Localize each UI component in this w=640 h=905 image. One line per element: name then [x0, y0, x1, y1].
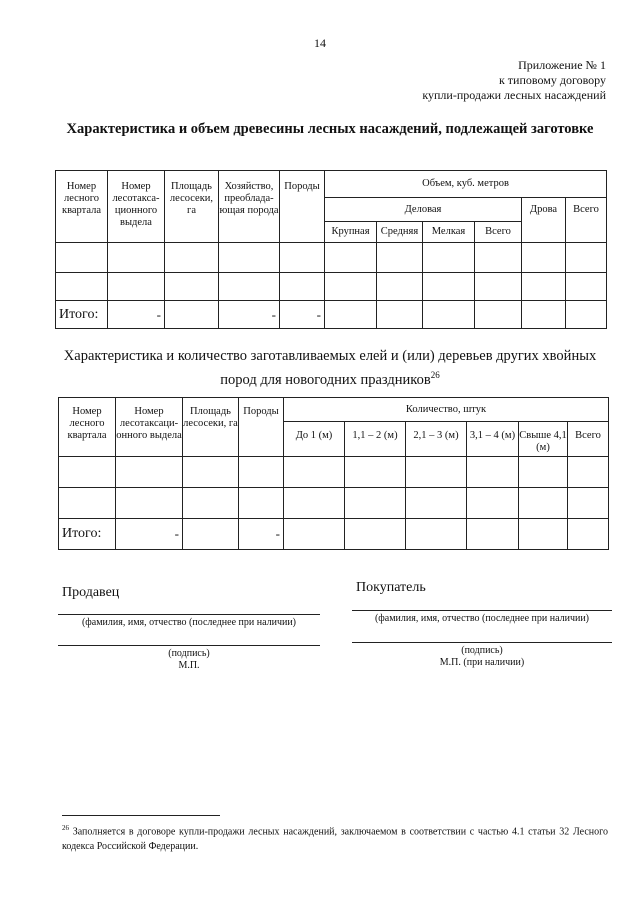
buyer-signature-caption: (подпись): [461, 645, 503, 656]
total-dash: -: [108, 301, 165, 329]
table-row: [56, 273, 607, 301]
wood-volume-table: [55, 170, 607, 329]
table1-title: Характеристика и объем древесины лесных насаждений, подлежащей заготовке: [66, 121, 594, 137]
header-vydel: Номер лесотакса-ционного выдела: [108, 171, 165, 243]
header-height-1: До 1 (м): [284, 422, 345, 457]
header-firewood: Дрова: [522, 198, 566, 243]
header-kvartal: Номер лесного квартала: [56, 171, 108, 243]
seller-signature-line: [58, 645, 320, 646]
total-row: [59, 519, 609, 550]
total-dash: -: [116, 519, 183, 550]
header-total: Всего: [566, 198, 607, 243]
total-row: [56, 301, 607, 329]
table2-title: [60, 347, 600, 390]
footnote: [62, 821, 608, 854]
header-large: Крупная: [325, 222, 377, 243]
header-farm: Хозяйство, преоблада-ющая порода: [219, 171, 280, 243]
header-height-2: 1,1 – 2 (м): [345, 422, 406, 457]
buyer-label: Покупатель: [356, 580, 426, 595]
appendix-line-3: купли-продажи лесных насаждений: [422, 88, 606, 102]
header-height-5: Свыше 4,1 (м): [519, 422, 568, 457]
header-business: Деловая: [325, 198, 522, 222]
header-kvartal: Номер лесного квартала: [59, 398, 116, 457]
total-label: Итого:: [59, 519, 116, 550]
total-dash: -: [239, 519, 284, 550]
header-small: Мелкая: [423, 222, 475, 243]
buyer-fio-line: [352, 610, 612, 611]
seller-fio-caption: (фамилия, имя, отчество (последнее при наличии): [81, 617, 297, 628]
header-height-4: 3,1 – 4 (м): [467, 422, 519, 457]
appendix-line-1: Приложение № 1: [518, 58, 606, 72]
trees-quantity-table: [58, 397, 609, 550]
footnote-number: 26: [62, 824, 69, 832]
header-vydel: Номер лесотаксаци-онного выдела: [116, 398, 183, 457]
appendix-header: [422, 58, 606, 103]
appendix-line-2: к типовому договору: [498, 73, 606, 87]
seller-fio-line: [58, 614, 320, 615]
header-species: Породы: [239, 398, 284, 457]
buyer-fio-caption: (фамилия, имя, отчество (последнее при наличии): [374, 613, 590, 624]
header-volume: Объем, куб. метров: [325, 171, 607, 198]
header-height-3: 2,1 – 3 (м): [406, 422, 467, 457]
header-total: Всего: [568, 422, 609, 457]
table-row: [56, 243, 607, 273]
footnote-rule: [62, 815, 220, 816]
total-dash: -: [219, 301, 280, 329]
header-subtotal: Всего: [475, 222, 522, 243]
buyer-stamp: М.П. (при наличии): [439, 657, 525, 668]
header-medium: Средняя: [377, 222, 423, 243]
table-row: [59, 457, 609, 488]
total-label: Итого:: [56, 301, 108, 329]
footnote-text: Заполняется в договоре купли-продажи лесных насаждений, заключаемом в соответствии с частью 4.1 статьи 32 Лесного кодекса Российской Федерации.: [62, 826, 608, 853]
seller-label: Продавец: [62, 585, 120, 600]
footnote-ref: 26: [430, 370, 440, 380]
total-dash: -: [280, 301, 325, 329]
header-area: Площадь лесосеки, га: [183, 398, 239, 457]
buyer-signature-line: [352, 642, 612, 643]
table2-title-text: Характеристика и количество заготавливаемых елей и (или) деревьев других хвойных пород для новогодних праздников: [63, 348, 597, 388]
table-row: [59, 488, 609, 519]
header-species: Породы: [280, 171, 325, 243]
seller-stamp: М.П.: [178, 660, 200, 671]
header-area: Площадь лесосеки, га: [165, 171, 219, 243]
seller-signature-caption: (подпись): [168, 648, 210, 659]
header-quantity: Количество, штук: [284, 398, 609, 422]
page-number: 14: [314, 36, 326, 50]
